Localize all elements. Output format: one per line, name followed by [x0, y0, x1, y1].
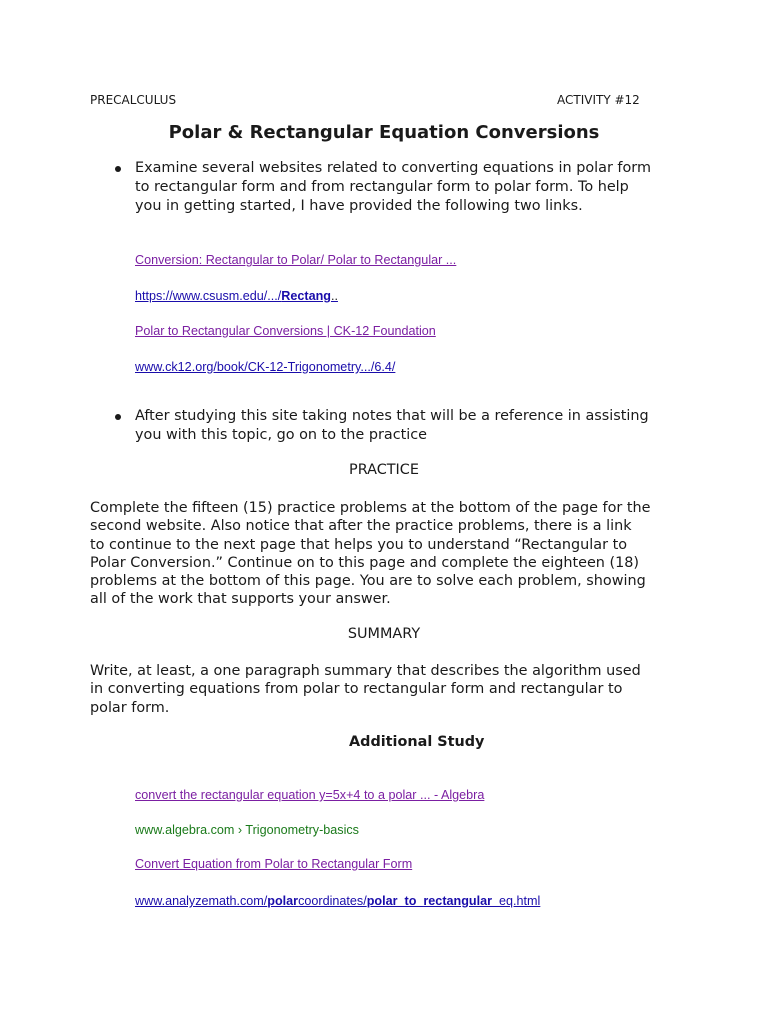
link-ck12-url[interactable]: www.ck12.org/book/CK-12-Trigonometry.../6.4/: [135, 360, 396, 374]
link-text-ellipsis: ..: [330, 289, 338, 303]
link-csusm[interactable]: [135, 289, 338, 303]
course-label: PRECALCULUS: [90, 93, 177, 107]
page-title: Polar & Rectangular Equation Conversions: [168, 122, 600, 143]
link-algebra-question[interactable]: convert the rectangular equation y=5x+4 to a polar ... - Algebra: [135, 788, 485, 802]
link-analyzemath[interactable]: [135, 894, 540, 908]
text-line: Examine several websites related to converting equations in polar form: [135, 160, 651, 176]
additional-study-heading: Additional Study: [349, 734, 485, 750]
bullet-dot: [115, 166, 121, 172]
link-text: coordinates/: [298, 894, 367, 908]
link-text: https://www.csusm.edu/.../: [135, 289, 282, 303]
link-conversion-rect-polar[interactable]: Conversion: Rectangular to Polar/ Polar to Rectangular ...: [135, 253, 457, 267]
text-line: problems at the bottom of this page. You are to solve each problem, showing: [90, 573, 646, 590]
bullet-dot: [115, 414, 121, 420]
text-line: polar form.: [90, 699, 170, 716]
link-convert-polar-rect[interactable]: Convert Equation from Polar to Rectangular Form: [135, 857, 413, 871]
text-line: After studying this site taking notes that will be a reference in assisting: [135, 408, 649, 424]
algebra-cite-url: www.algebra.com › Trigonometry-basics: [135, 823, 359, 837]
link-text: eq.html: [499, 894, 541, 908]
text-line: Polar Conversion.” Continue on to this page and complete the eighteen (18): [90, 554, 640, 571]
text-line: you with this topic, go on to the practice: [135, 427, 428, 443]
link-text-bold: polar: [267, 894, 299, 908]
link-ck12-foundation[interactable]: Polar to Rectangular Conversions | CK-12 Foundation: [135, 324, 436, 338]
link-text-bold: polar: [366, 894, 398, 908]
practice-paragraph: [90, 499, 651, 609]
text-line: to rectangular form and from rectangular form to polar form. To help: [135, 179, 629, 195]
text-line: to continue to the next page that helps you to understand “Rectangular to: [90, 536, 628, 553]
summary-heading: SUMMARY: [347, 626, 421, 642]
text-line: in converting equations from polar to rectangular form and rectangular to: [90, 681, 623, 698]
activity-label: ACTIVITY #12: [557, 93, 640, 107]
text-line: second website. Also notice that after the practice problems, there is a link: [90, 518, 632, 535]
practice-heading: PRACTICE: [349, 462, 419, 478]
bullet-paragraph-study: [135, 407, 649, 445]
text-line: Write, at least, a one paragraph summary that describes the algorithm used: [90, 663, 641, 679]
summary-paragraph: [90, 662, 641, 717]
link-text-bold: rectangular: [423, 894, 492, 908]
link-text-bold: _to_: [397, 894, 424, 908]
link-text-bold: Rectang: [281, 289, 331, 303]
text-line: all of the work that supports your answer.: [90, 591, 391, 608]
text-line: you in getting started, I have provided the following two links.: [135, 198, 583, 214]
link-text-bold: _: [492, 894, 500, 908]
bullet-paragraph-intro: [135, 159, 651, 216]
text-line: Complete the fifteen (15) practice problems at the bottom of the page for the: [90, 500, 651, 516]
link-text: www.analyzemath.com/: [135, 894, 268, 908]
